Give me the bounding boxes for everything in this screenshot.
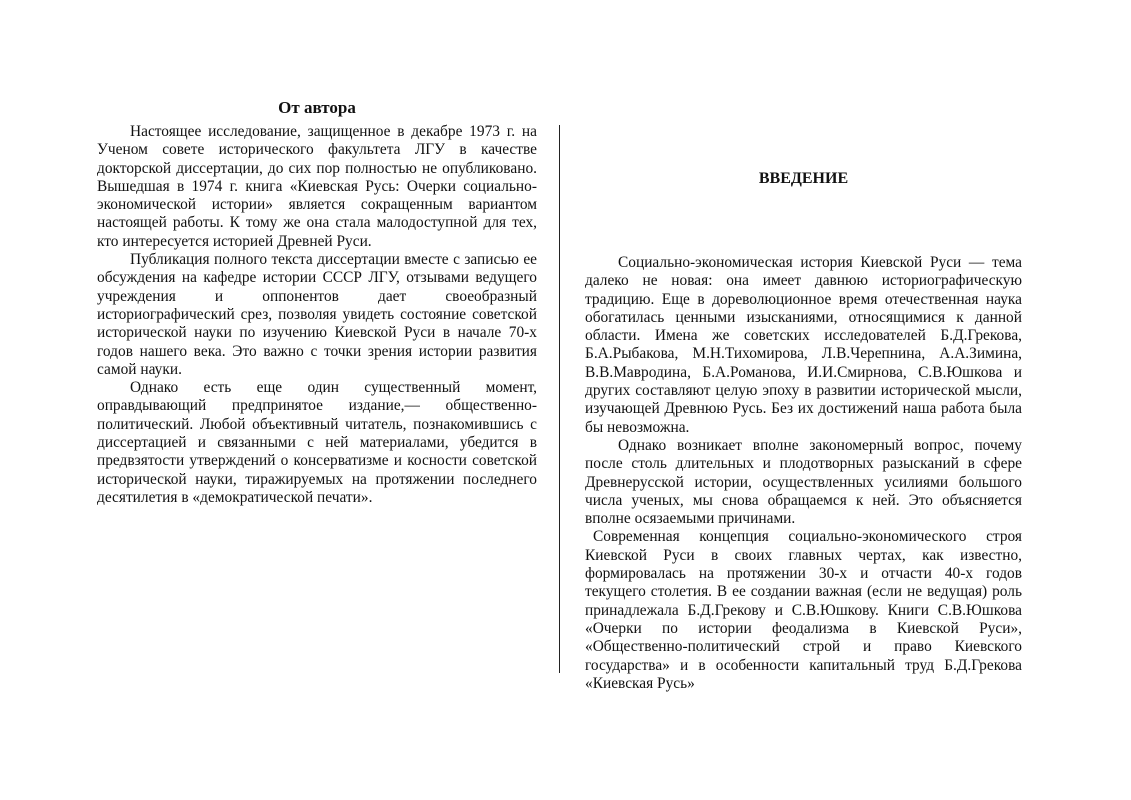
page-divider [559,125,560,673]
left-paragraph-1: Настоящее исследование, защищенное в декабре 1973 г. на Ученом совете исторического факультета ЛГУ в качестве докторской диссертации, до сих пор полностью не опубликовано. Вышедшая в 1974 г. книга «Киевская Русь: Очерки социально-экономической истории» является сокращенным вариантом настоящей работы. К тому же она стала малодоступной для тех, кто интересуется историей Древней Руси. [97,123,537,250]
left-paragraph-3: Однако есть еще один существенный момент, оправдывающий предпринятое издание,— общественно-политический. Любой объективный читатель, познакомившись с диссертацией и связанными с ней материалами, убедится в предвзятости утверждений о консерватизме и косности советской исторической науки, тиражируемых на протяжении последнего десятилетия в «демократической печати». [97,379,537,506]
right-page-title: ВВЕДЕНИЕ [758,170,849,187]
left-page-title: От автора [278,98,356,117]
left-page [97,97,537,507]
left-paragraph-2: Публикация полного текста диссертации вместе с записью ее обсуждения на кафедре истории СССР ЛГУ, отзывами ведущего учреждения и оппонентов дает своеобразный историографический срез, позволяя увидеть состояние советской исторической науки по изучению Киевской Руси в начале 70-х годов нашего века. Это важно с точки зрения истории развития самой науки. [97,251,537,378]
right-paragraph-3: Современная концепция социально-экономического строя Киевской Руси в своих главных чертах, как известно, формировалась на протяжении 30-х и отчасти 40-х годов текущего столетия. В ее создании важная (если не ведущая) роль принадлежала Б.Д.Грекову и С.В.Юшкову. Книги С.В.Юшкова «Очерки по истории феодализма в Киевской Руси», «Общественно-политический строй и право Киевского государства» и в особенности капитальный труд Б.Д.Грекова «Киевская Русь» [585,528,1022,692]
right-paragraph-2: Однако возникает вполне закономерный вопрос, почему после столь длительных и плодотворных разысканий в сфере Древнерусской истории, осуществленных усилиями большого числа ученых, мы снова обращаемся к ней. Это объясняется вполне осязаемыми причинами. [585,436,1022,528]
right-page [585,168,1022,693]
right-paragraph-1: Социально-экономическая история Киевской Руси — тема далеко не новая: она имеет давнюю историографическую традицию. Еще в дореволюционное время отечественная наука обогатилась ценными изысканиями, относящимися к данной области. Имена же советских исследователей Б.Д.Грекова, Б.А.Рыбакова, М.Н.Тихомирова, Л.В.Черепнина, А.А.Зимина, В.В.Мавродина, Б.А.Романова, И.И.Смирнова, С.В.Юшкова и других составляют целую эпоху в развитии исторической мысли, изучающей Древнюю Русь. Без их достижений наша работа была бы невозможна. [585,254,1022,436]
